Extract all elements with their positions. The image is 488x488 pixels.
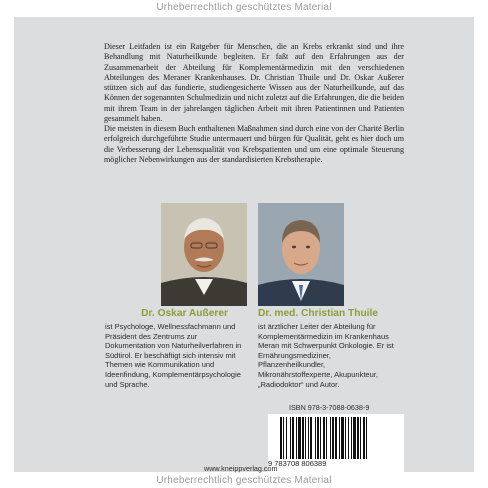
watermark-top: Urheberrechtlich geschütztes Material bbox=[156, 2, 332, 13]
author-bio-ausserer: ist Psychologe, Wellnessfachmann und Präsident des Zentrums zur Dokumentation von Naturheilverfahren in Südtirol. Er beschäftigt sich intensiv mit Themen wie Kommunikation und Ideenfindung, Komplementärpsychologie und Sprache. bbox=[105, 322, 242, 389]
barcode bbox=[268, 414, 404, 474]
author-photo-ausserer bbox=[161, 203, 247, 306]
author-photo-thuile bbox=[258, 203, 344, 306]
barcode-icon bbox=[280, 417, 392, 459]
author-bio-thuile: ist ärztlicher Leiter der Abteilung für Komplementärmedizin im Krankenhaus Meran mit Schwerpunkt Onkologie. Er ist Ernährungsmediziner, Pflanzenheilkundler, Mikronährstoffexperte, Akupunkteur, „Radiodoktor“ und Autor. bbox=[258, 322, 394, 389]
publisher-website: www.kneippverlag.com bbox=[204, 464, 278, 473]
blurb-paragraph: Dieser Leitfaden ist ein Ratgeber für Menschen, die an Krebs erkrankt sind und ihre Behandlung mit Naturheilkunde begleiten. Er faßt auf den Erfahrungen aus der Zusammenarbeit der Abteilung für Komplementärmedizin mit den verschiedenen Abteilungen des Meraner Krankenhauses. Dr. Christian Thuile und Dr. Oskar Außerer stützen sich auf das fundierte, studiengesicherte Wissen aus der Naturheilkunde, auf das Können der sogenannten Schulmedizin und nicht zuletzt auf die Erfahrungen, die die beiden mit ihrem Team in der jahrelangen täglichen Arbeit mit ihren Patientinnen und Patienten gesammelt haben. bbox=[104, 42, 404, 123]
author-name-thuile: Dr. med. Christian Thuile bbox=[258, 308, 379, 319]
book-back-cover bbox=[14, 17, 474, 472]
isbn-label: ISBN 978-3-7088-0638-9 bbox=[289, 403, 370, 412]
author-name-ausserer: Dr. Oskar Außerer bbox=[141, 308, 228, 319]
barcode-digits: 9 783708 806389 bbox=[268, 459, 327, 468]
watermark-bottom: Urheberrechtlich geschütztes Material bbox=[156, 475, 332, 486]
blurb-paragraph: Die meisten in diesem Buch enthaltenen Maßnahmen sind durch eine von der Charité Berlin erfolgreich durchgeführte Studie untermauert und bürgen für Qualität, geht es hier doch um die Verbesserung der Lebensqualität von Krebspatienten und um eine optimale Steuerung möglicher Nebenwirkungen aus der standardisierten Krebstherapie. bbox=[104, 124, 404, 164]
cover-blurb bbox=[104, 42, 404, 165]
